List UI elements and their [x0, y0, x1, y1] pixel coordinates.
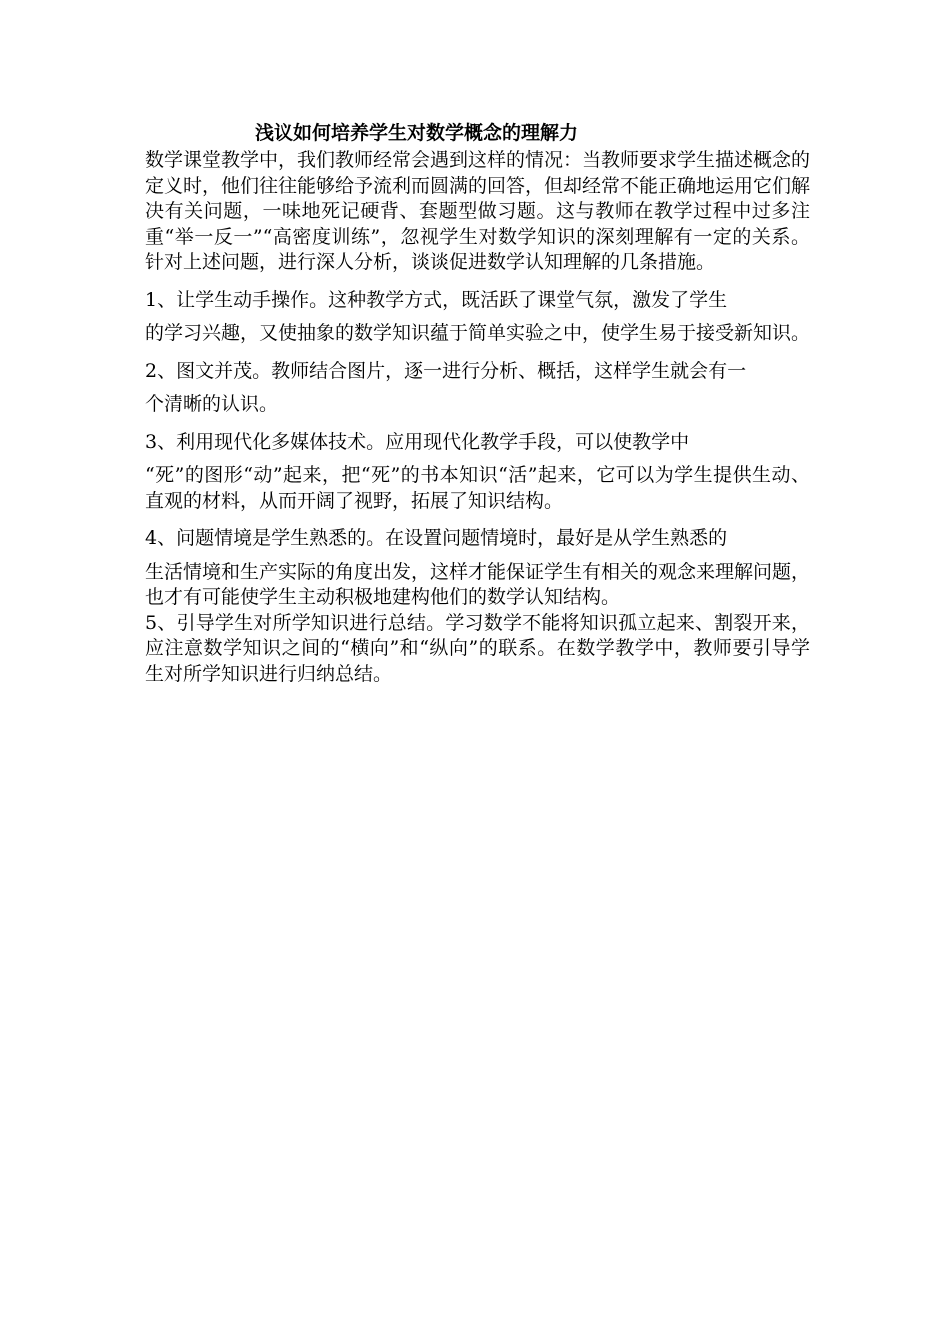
item-2-rest: 个清晰的认识。	[145, 393, 279, 415]
item-3-paragraph	[145, 430, 810, 515]
item-2-lead: 2、图文并茂。教师结合图片，逐一进行分析、概括，这样学生就会有一	[145, 359, 747, 382]
document-title: 浅议如何培养学生对数学概念的理解力	[255, 122, 579, 144]
item-1-paragraph	[145, 288, 810, 347]
item-1-lead: 1、让学生动手操作。这种教学方式，既活跃了课堂气氛，激发了学生	[145, 288, 728, 311]
item-3-lead: 3、利用现代化多媒体技术。应用现代化教学手段，可以使教学中	[145, 430, 690, 453]
item-2-paragraph	[145, 359, 810, 418]
item-4-lead: 4、问题情境是学生熟悉的。在设置问题情境时，最好是从学生熟悉的	[145, 527, 728, 549]
item-3-rest: “死”的图形“动”起来，把“死”的书本知识“活”起来，它可以为学生提供生动、直观的材料，从而开阔了视野，拓展了知识结构。	[145, 464, 810, 512]
item-5-paragraph: 5、引导学生对所学知识进行总结。学习数学不能将知识孤立起来、割裂开来，应注意数学知识之间的“横向”和“纵向”的联系。在数学教学中，教师要引导学生对所学知识进行归纳总结。	[145, 611, 810, 685]
item-1-rest: 的学习兴趣，又使抽象的数学知识蕴于简单实验之中，使学生易于接受新知识。	[145, 322, 811, 344]
intro-paragraph: 数学课堂教学中，我们教师经常会遇到这样的情况：当教师要求学生描述概念的定义时，他们往往能够给予流利而圆满的回答，但却经常不能正确地运用它们解决有关问题，一味地死记硬背、套题型做习题。这与教师在教学过程中过多注重“举一反一”“高密度训练”，忽视学生对数学知识的深刻理解有一定的关系。针对上述问题，进行深人分析，谈谈促进数学认知理解的几条措施。	[145, 149, 811, 273]
item-4-rest: 生活情境和生产实际的角度出发，这样才能保证学生有相关的观念来理解问题，也才有可能使学生主动积极地建构他们的数学认知结构。	[145, 560, 811, 608]
item-4-paragraph	[145, 526, 810, 611]
document-page	[145, 118, 810, 687]
